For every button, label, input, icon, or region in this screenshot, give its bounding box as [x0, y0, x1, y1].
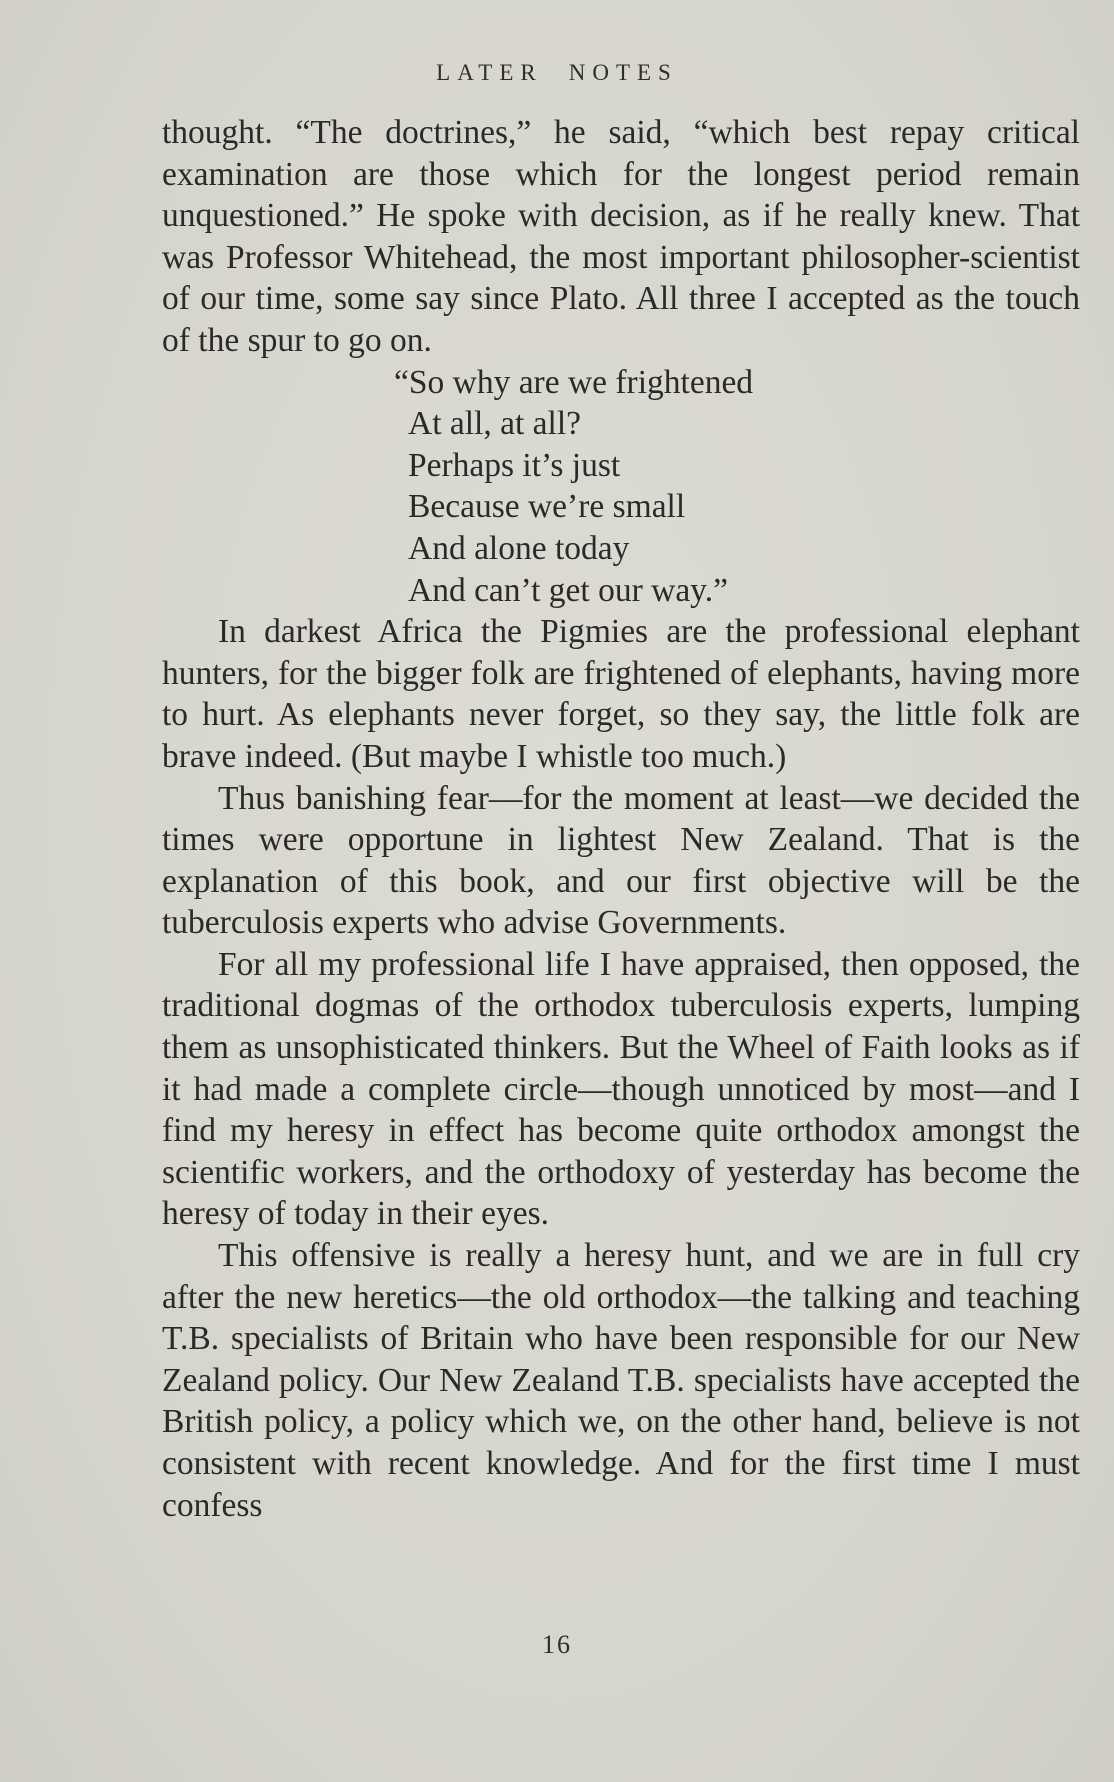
running-head [0, 60, 1114, 86]
poem-stanza [162, 362, 1080, 612]
body-text [162, 112, 1080, 1526]
running-head-word-2: NOTES [568, 60, 678, 85]
paragraph-professional-life: For all my professional life I have appraised, then opposed, the traditional dogmas of the orthodox tuberculosis experts, lumping them as unsophisticated thinkers. But the Wheel of Faith looks as if it had made a complete circle—though unnoticed by most—and I find my heresy in effect has become quite orthodox amongst the scientific workers, and the orthodoxy of yesterday has become the heresy of today in their eyes. [162, 945, 1080, 1233]
poem-line: “So why are we frightened [394, 363, 754, 401]
running-head-word-1: LATER [436, 60, 543, 85]
poem-line: And alone today [408, 529, 630, 567]
poem-line: Perhaps it’s just [408, 446, 621, 484]
page-number: 16 [542, 1630, 572, 1659]
poem-line: At all, at all? [408, 405, 582, 443]
paragraph-thought: thought. “The doctrines,” he said, “which best repay critical examination are those which for the longest period remain unquestioned.” He spoke with decision, as if he really knew. That was Professor Whitehead, the most important philosopher-scientist of our time, some say since Plato. All three I accepted as the touch of the spur to go on. [162, 114, 1080, 359]
poem-line: And can’t get our way.” [408, 571, 729, 609]
paragraph-pigmies: In darkest Africa the Pigmies are the professional elephant hunters, for the bigger folk are frightened of elephants, having more to hurt. As elephants never forget, so they say, the little folk are brave indeed. (But maybe I whistle too much.) [162, 613, 1080, 775]
paragraph-banishing-fear: Thus banishing fear—for the moment at least—we decided the times were opportune in lightest New Zealand. That is the explanation of this book, and our first objective will be the tuberculosis experts who advise Governments. [162, 779, 1080, 942]
paragraph-heresy-hunt: This offensive is really a heresy hunt, and we are in full cry after the new heretics—the old orthodox—the talking and teaching T.B. specialists of Britain who have been responsible for our New Zealand policy. Our New Zealand T.B. specialists have accepted the British policy, a policy which we, on the other hand, believe is not consistent with recent knowledge. And for the first time I must confess [162, 1237, 1080, 1524]
poem-line: Because we’re small [408, 488, 686, 526]
